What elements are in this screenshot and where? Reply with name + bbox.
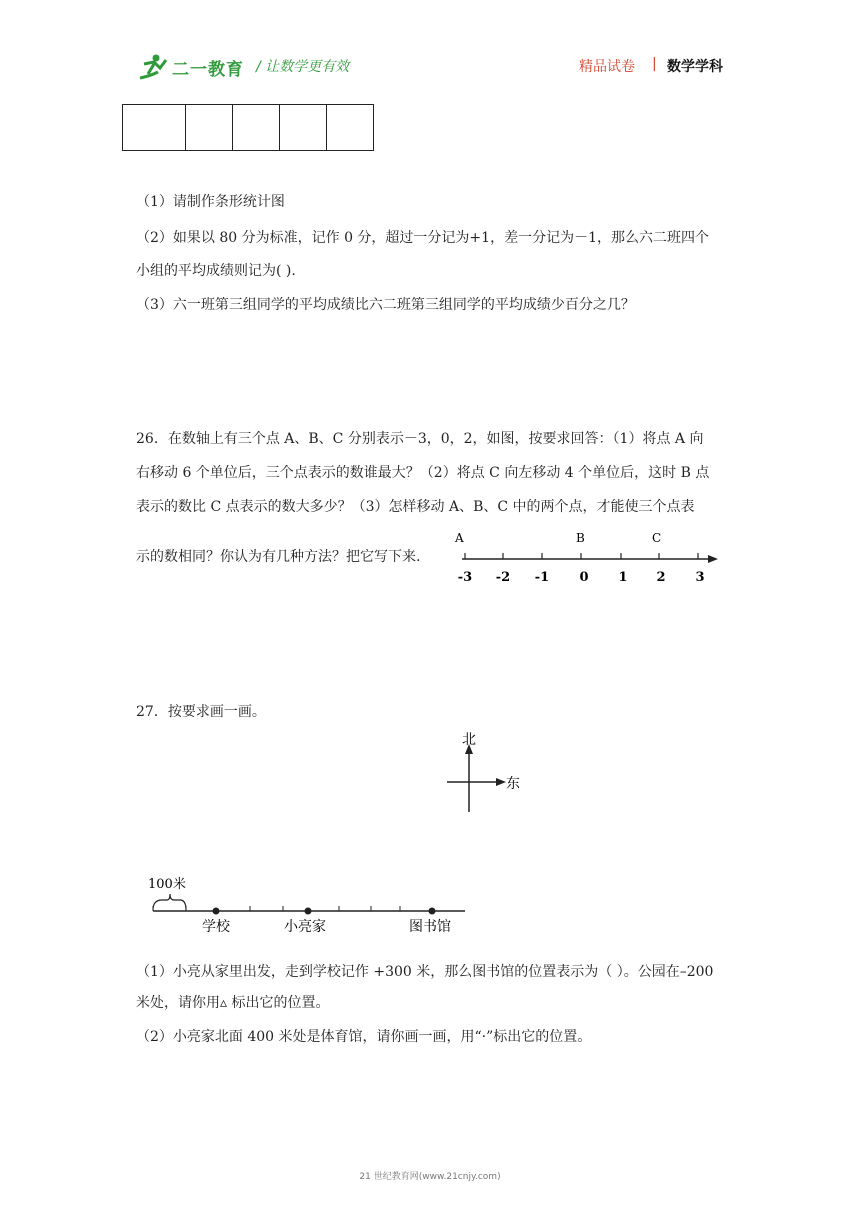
table-cell [327,105,374,151]
q25-part1: （1）请制作条形统计图 [136,194,285,210]
table-row [123,105,374,151]
tag-premium: 精品试卷 [579,59,635,75]
q25-part2-line1: （2）如果以 80 分为标准，记作 0 分，超过一分记为+1，差一分记为－1，那么六二班四个 [136,230,709,246]
tick-label: -1 [534,570,550,585]
north-label: 北 [462,732,476,748]
scale-label: 100米 [148,877,186,892]
compass-figure [440,732,530,817]
page-footer: 21 世纪教育网(www.21cnjy.com) [359,1172,501,1182]
school-dot [213,908,220,915]
table-cell [233,105,280,151]
q25-part3: （3）六一班第三组同学的平均成绩比六二班第三组同学的平均成绩少百分之几？ [136,297,635,313]
tick-label: 2 [656,570,666,585]
table-cell [186,105,233,151]
q27-part2: （2）小亮家北面 400 米处是体育馆，请你画一画，用“·”标出它的位置。 [136,1029,592,1045]
tag-subject: 数学学科 [667,59,723,75]
q25-part2-line2: 小组的平均成绩则记为( ). [136,263,296,279]
library-dot [429,908,436,915]
tick-label: 1 [618,570,628,585]
point-b-label: B [576,531,585,545]
score-table [122,104,374,151]
number-line-figure [440,525,730,585]
q26-line1: 26．在数轴上有三个点 A、B、C 分别表示－3，0，2，如图，按要求回答：（1）将点 A 向 [136,431,704,447]
q26-line4: 示的数相同？你认为有几种方法？把它写下来. [136,549,421,565]
road-map-figure [140,870,470,940]
q27-part1-line2: 米处，请你用▵ 标出它的位置。 [136,995,330,1011]
table-cell [123,105,186,151]
tick-label: -3 [457,570,473,585]
home-dot [305,908,312,915]
brand-logo [136,52,246,82]
scale-brace [153,894,186,910]
header-separator: | [652,56,657,72]
tick-label: 3 [695,570,705,585]
arrow-right-icon [708,555,718,563]
school-label: 学校 [202,919,230,935]
header-slogan: / 让数学更有效 [256,59,350,75]
q26-line3: 表示的数比 C 点表示的数大多少？（3）怎样移动 A、B、C 中的两个点，才能使三个点表 [136,499,695,515]
q27-title: 27．按要求画一画。 [136,704,266,720]
tick-label: -2 [495,570,511,585]
q26-line2: 右移动 6 个单位后，三个点表示的数谁最大？（2）将点 C 向左移动 4 个单位后，这时 B 点 [136,465,710,481]
table-cell [280,105,327,151]
brand-name: 二一教育 [172,60,244,80]
point-c-label: C [652,531,662,545]
library-label: 图书馆 [409,919,451,935]
point-a-label: A [455,531,464,545]
tick-label: 0 [579,570,589,585]
arrow-right-icon [496,778,506,786]
q27-part1-line1: （1）小亮从家里出发，走到学校记作 +300 米，那么图书馆的位置表示为（ ）。公园在–200 [136,964,714,980]
home-label: 小亮家 [284,919,326,935]
east-label: 东 [506,776,520,792]
